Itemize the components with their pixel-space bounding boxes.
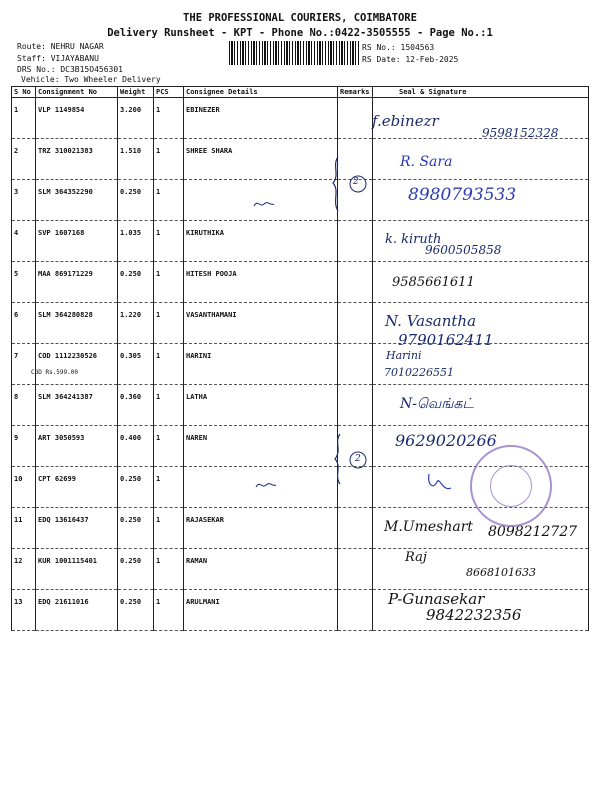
row-sno: 7 — [12, 344, 36, 385]
pcs-value: 1 — [154, 139, 184, 180]
consignment-number: VLP 1149854 — [36, 98, 118, 139]
row-sno: 9 — [12, 426, 36, 467]
remarks-cell — [338, 344, 373, 385]
consignment-number: CPT 62699 — [36, 467, 118, 508]
remarks-cell — [338, 262, 373, 303]
runsheet-table — [11, 86, 589, 631]
scribble-row-10 — [254, 479, 278, 491]
row-sno: 6 — [12, 303, 36, 344]
col-remarks: Remarks — [338, 87, 373, 98]
phone-row-7: 7010226551 — [384, 366, 454, 379]
table-row — [12, 303, 589, 344]
col-pcs: PCS — [154, 87, 184, 98]
signature-row-2: R. Sara — [400, 154, 453, 170]
pcs-value: 1 — [154, 467, 184, 508]
consignee-name: LATHA — [184, 385, 338, 426]
phone-row-2: 8980793533 — [408, 185, 517, 205]
signature-row-11: M.Umeshart — [384, 519, 474, 535]
table-row — [12, 139, 589, 180]
consignment-number: EDQ 13616437 — [36, 508, 118, 549]
phone-row-11: 8098212727 — [488, 524, 578, 540]
consignment-number: EDQ 21611016 — [36, 590, 118, 631]
pcs-value: 1 — [154, 221, 184, 262]
remark-bracket-2 — [332, 432, 372, 487]
consignee-name: ARULMANI — [184, 590, 338, 631]
table-row — [12, 221, 589, 262]
consignee-name: RAJASEKAR — [184, 508, 338, 549]
phone-row-1: 9598152328 — [482, 126, 559, 140]
consignee-name: EBINEZER — [184, 98, 338, 139]
signature-row-8: N-வெங்கட் — [400, 396, 474, 412]
remarks-cell — [338, 385, 373, 426]
phone-row-9: 9629020266 — [395, 431, 497, 450]
weight-value: 0.250 — [118, 467, 154, 508]
table-header-row — [12, 87, 589, 98]
signature-row-1: f.ebinezr — [372, 112, 439, 130]
weight-value: 0.250 — [118, 508, 154, 549]
weight-value: 1.510 — [118, 139, 154, 180]
weight-value: 0.250 — [118, 180, 154, 221]
rs-number: RS No.: 1504563 — [362, 43, 435, 52]
pcs-value: 1 — [154, 508, 184, 549]
weight-value: 0.250 — [118, 549, 154, 590]
cod-amount-note: COD Rs.599.00 — [31, 369, 78, 376]
pcs-value: 1 — [154, 385, 184, 426]
consignee-name: RAMAN — [184, 549, 338, 590]
pcs-value: 1 — [154, 590, 184, 631]
signature-row-12: Raj — [405, 550, 427, 565]
staff-field: Staff: VIJAYABANU — [17, 54, 99, 63]
remark-bracket-1 — [330, 155, 370, 215]
pcs-value: 1 — [154, 98, 184, 139]
consignment-number: COD 1112230526 — [36, 344, 118, 385]
row-sno: 2 — [12, 139, 36, 180]
weight-value: 1.220 — [118, 303, 154, 344]
col-consignment: Consignment No — [36, 87, 118, 98]
scribble-row-10-signature — [425, 470, 455, 494]
table-row — [12, 262, 589, 303]
rs-date: RS Date: 12-Feb-2025 — [362, 55, 459, 64]
remarks-cell — [338, 508, 373, 549]
consignment-number: SLM 364280828 — [36, 303, 118, 344]
col-signature: Seal & Signature — [373, 87, 589, 98]
row-sno: 8 — [12, 385, 36, 426]
runsheet-subtitle: Delivery Runsheet - KPT - Phone No.:0422-3505555 - Page No.:1 — [107, 27, 493, 39]
remarks-cell — [338, 590, 373, 631]
weight-value: 3.200 — [118, 98, 154, 139]
weight-value: 0.250 — [118, 262, 154, 303]
consignment-number: ART 3050593 — [36, 426, 118, 467]
row-sno: 10 — [12, 467, 36, 508]
phone-row-6: 9790162411 — [398, 331, 494, 349]
remarks-cell — [338, 549, 373, 590]
consignee-name: SHREE SHARA — [184, 139, 338, 180]
signature-row-13: P-Gunasekar — [388, 590, 485, 608]
remarks-cell — [338, 303, 373, 344]
consignment-number: SVP 1607168 — [36, 221, 118, 262]
row-sno: 11 — [12, 508, 36, 549]
consignee-name: HITESH POOJA — [184, 262, 338, 303]
row-sno: 13 — [12, 590, 36, 631]
consignee-name: HARINI — [184, 344, 338, 385]
signature-row-7: Harini — [386, 349, 422, 362]
col-weight: Weight — [118, 87, 154, 98]
table-row — [12, 344, 589, 385]
col-consignee: Consignee Details — [184, 87, 338, 98]
col-sno: S No — [12, 87, 36, 98]
company-title: THE PROFESSIONAL COURIERS, COIMBATORE — [183, 12, 417, 24]
weight-value: 0.400 — [118, 426, 154, 467]
remark-note-1: 2 — [353, 177, 359, 187]
signature-row-4: k. kiruth — [385, 232, 442, 247]
consignment-number: TRZ 310021383 — [36, 139, 118, 180]
phone-row-13: 9842232356 — [426, 606, 522, 624]
row-sno: 12 — [12, 549, 36, 590]
seal-stamp — [470, 445, 552, 527]
pcs-value: 1 — [154, 549, 184, 590]
scribble-row-3 — [252, 198, 276, 210]
weight-value: 0.250 — [118, 590, 154, 631]
consignment-number: SLM 364352290 — [36, 180, 118, 221]
weight-value: 0.305 — [118, 344, 154, 385]
remarks-cell — [338, 221, 373, 262]
row-sno: 1 — [12, 98, 36, 139]
weight-value: 0.360 — [118, 385, 154, 426]
row-sno: 5 — [12, 262, 36, 303]
row-sno: 4 — [12, 221, 36, 262]
pcs-value: 1 — [154, 262, 184, 303]
consignment-number: MAA 869171229 — [36, 262, 118, 303]
remarks-cell — [338, 98, 373, 139]
consignee-name: KIRUTHIKA — [184, 221, 338, 262]
pcs-value: 1 — [154, 180, 184, 221]
table-row — [12, 385, 589, 426]
phone-row-12: 8668101633 — [466, 566, 536, 579]
remark-note-2: 2 — [355, 454, 361, 464]
weight-value: 1.035 — [118, 221, 154, 262]
consignment-number: SLM 364241387 — [36, 385, 118, 426]
barcode — [229, 41, 359, 65]
route-field: Route: NEHRU NAGAR — [17, 42, 104, 51]
consignment-number: KUR 1001115401 — [36, 549, 118, 590]
pcs-value: 1 — [154, 426, 184, 467]
signature-row-6: N. Vasantha — [385, 312, 477, 330]
drs-field: DRS No.: DC3B15O456301 — [17, 65, 123, 74]
pcs-value: 1 — [154, 303, 184, 344]
phone-row-4: 9600505858 — [425, 243, 502, 257]
vehicle-field: Vehicle: Two Wheeler Delivery — [21, 75, 161, 84]
pcs-value: 1 — [154, 344, 184, 385]
consignee-name: NAREN — [184, 426, 338, 467]
phone-row-5: 9585661611 — [392, 275, 475, 290]
consignee-name: VASANTHAMANI — [184, 303, 338, 344]
row-sno: 3 — [12, 180, 36, 221]
